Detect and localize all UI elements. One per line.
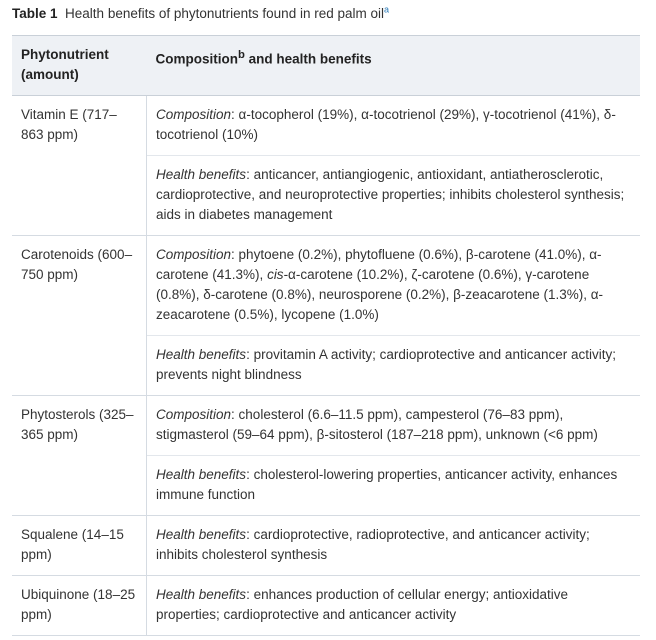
table-label: Table 1 xyxy=(12,6,58,21)
header-composition-text: Composition xyxy=(155,51,238,67)
cell-health-benefits xyxy=(147,576,641,636)
cell-composition xyxy=(147,96,641,156)
health-label: Health benefits xyxy=(156,467,247,482)
table-row xyxy=(12,516,640,576)
cell-health-benefits xyxy=(147,456,641,516)
cell-health-benefits xyxy=(147,336,641,396)
health-text: : cholesterol-lowering properties, anticancer activity, enhances immune function xyxy=(156,467,618,502)
footnote-b-link[interactable]: b xyxy=(238,49,245,61)
health-label: Health benefits xyxy=(156,167,247,182)
health-text: : cardioprotective, radioprotective, and anticancer activity; inhibits cholesterol synthesis xyxy=(156,527,590,562)
composition-text: : phytoene (0.2%), phytofluene (0.6%), β-carotene (41.0%), α-carotene (41.3%), xyxy=(156,247,602,282)
row-name-squalene: Squalene (14–15 ppm) xyxy=(12,516,147,576)
health-text: : enhances production of cellular energy; antioxidative properties; cardioprotective and anticancer activity xyxy=(156,587,569,622)
health-text: : anticancer, antiangiogenic, antioxidant, antiatherosclerotic, cardioprotective, and neuroprotective properties; inhibits cholesterol synthesis; aids in diabetes management xyxy=(156,167,625,222)
phytonutrient-table xyxy=(12,35,640,636)
row-name-phytosterols: Phytosterols (325–365 ppm) xyxy=(12,396,147,516)
table-header-row xyxy=(12,36,640,96)
footnote-a-link[interactable]: a xyxy=(384,4,390,15)
row-name-carotenoids: Carotenoids (600–750 ppm) xyxy=(12,236,147,396)
composition-text-cont: -α-carotene (10.2%), ζ-carotene (0.6%), γ-carotene (0.8%), δ-carotene (0.8%), neurosporene (0.2%), β-zeacarotene (1.3%), α-zeacarotene (0.5%), lycopene (1.0%) xyxy=(156,267,604,322)
table-title: Health benefits of phytonutrients found in red palm oil xyxy=(65,6,384,21)
row-name-ubiquinone: Ubiquinone (18–25 ppm) xyxy=(12,576,147,636)
composition-text: : α-tocopherol (19%), α-tocotrienol (29%), γ-tocotrienol (41%), δ-tocotrienol (10%) xyxy=(156,107,616,142)
header-composition xyxy=(147,36,641,96)
table-row xyxy=(12,396,640,456)
composition-label: Composition xyxy=(156,247,232,262)
cell-composition xyxy=(147,396,641,456)
cis-prefix: cis xyxy=(267,267,284,282)
cell-health-benefits xyxy=(147,516,641,576)
cell-composition xyxy=(147,236,641,336)
composition-text: : cholesterol (6.6–11.5 ppm), campesterol (76–83 ppm), stigmasterol (59–64 ppm), β-sitosterol (187–218 ppm), unknown (<6 ppm) xyxy=(156,407,598,442)
health-label: Health benefits xyxy=(156,587,247,602)
table-row xyxy=(12,236,640,336)
header-benefits-text: and health benefits xyxy=(244,51,372,67)
header-phytonutrient: Phytonutrient (amount) xyxy=(12,36,147,96)
table-row xyxy=(12,576,640,636)
health-text: : provitamin A activity; cardioprotective and anticancer activity; prevents night blindness xyxy=(156,347,616,382)
composition-label: Composition xyxy=(156,107,232,122)
health-label: Health benefits xyxy=(156,527,247,542)
table-caption xyxy=(12,6,389,21)
composition-label: Composition xyxy=(156,407,232,422)
cell-health-benefits xyxy=(147,156,641,236)
table-row xyxy=(12,96,640,156)
health-label: Health benefits xyxy=(156,347,247,362)
row-name-vitamin-e: Vitamin E (717–863 ppm) xyxy=(12,96,147,236)
